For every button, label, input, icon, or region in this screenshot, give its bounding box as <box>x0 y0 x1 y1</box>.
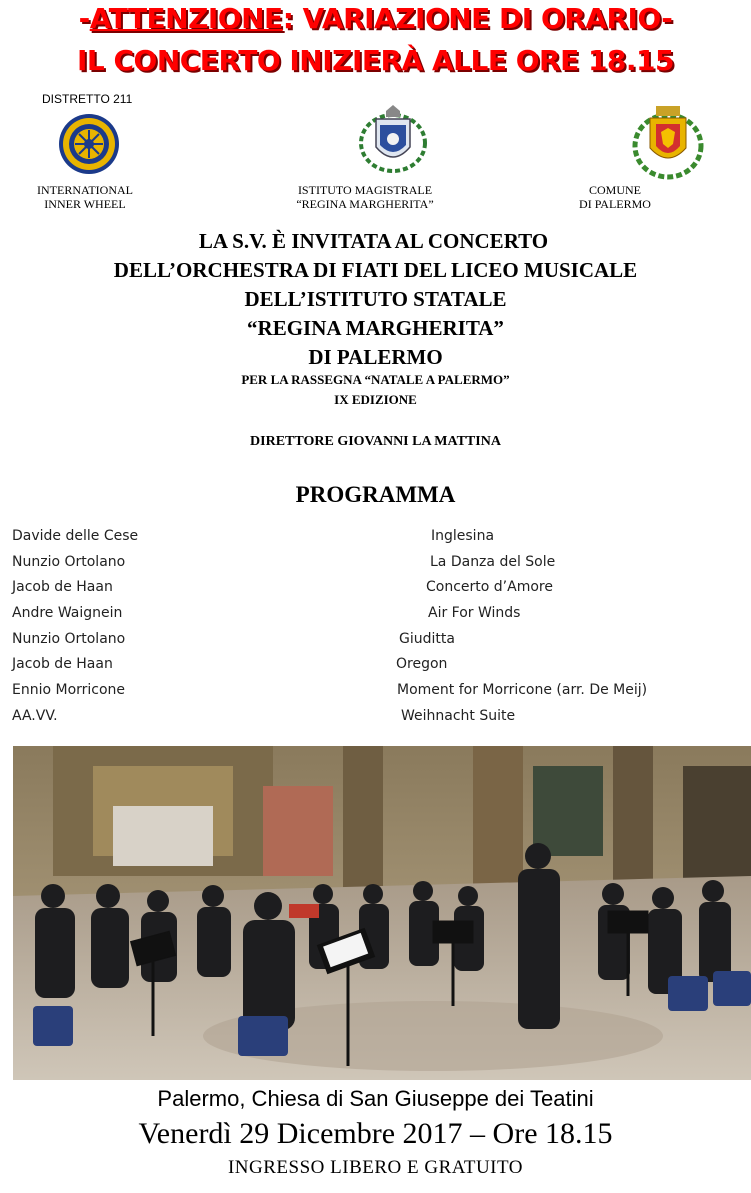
program-item <box>12 528 742 553</box>
headline-prefix: - <box>78 2 90 35</box>
date-line: Venerdì 29 Dicembre 2017 – Ore 18.15 <box>138 1117 613 1150</box>
edition-line: IX EDIZIONE <box>334 392 417 407</box>
program-composer: Andre Waignein <box>12 605 123 621</box>
center-logo-caption-line-2: “REGINA MARGHERITA” <box>296 197 434 211</box>
program-composer: Jacob de Haan <box>12 579 113 595</box>
orchestra-photo <box>13 746 751 1080</box>
headline-line-2: IL CONCERTO INIZIERÀ ALLE ORE 18.15 <box>76 44 675 77</box>
program-item <box>12 656 742 681</box>
program-piece: Oregon <box>396 656 448 672</box>
program-piece: Moment for Morricone (arr. De Meij) <box>397 682 648 698</box>
headline-rest: : VARIAZIONE DI ORARIO- <box>282 2 673 35</box>
left-logo-caption-line-1: INTERNATIONAL <box>37 183 133 197</box>
program-piece: La Danza del Sole <box>430 554 556 570</box>
program-composer: Ennio Morricone <box>12 682 126 698</box>
program-composer: Nunzio Ortolano <box>12 554 126 570</box>
program-composer: Davide delle Cese <box>12 528 139 544</box>
invitation-block <box>0 227 751 372</box>
program-piece: Inglesina <box>431 528 495 544</box>
program-composer: Jacob de Haan <box>12 656 113 672</box>
right-logo-caption-line-1: COMUNE <box>588 183 641 197</box>
director-line: DIRETTORE GIOVANNI LA MATTINA <box>250 434 501 449</box>
center-logo-caption <box>285 183 445 211</box>
program-piece: Giuditta <box>399 631 455 647</box>
inner-wheel-emblem-icon <box>58 113 120 175</box>
program-item <box>12 682 742 707</box>
program-item <box>12 605 742 630</box>
right-logo-caption-line-2: DI PALERMO <box>579 197 651 211</box>
invitation-line: LA S.V. È INVITATA AL CONCERTO <box>198 229 549 253</box>
programma-title: PROGRAMMA <box>295 482 456 507</box>
school-crest-icon <box>358 103 428 175</box>
rassegna-line: PER LA RASSEGNA “NATALE A PALERMO” <box>241 372 510 387</box>
venue-line: Palermo, Chiesa di San Giuseppe dei Teatini <box>157 1086 594 1111</box>
left-logo-caption-line-2: INNER WHEEL <box>44 197 126 211</box>
invitation-line: DI PALERMO <box>308 345 443 369</box>
program-item <box>12 554 742 579</box>
program-item <box>12 708 742 733</box>
program-composer: Nunzio Ortolano <box>12 631 126 647</box>
program-piece: Concerto d’Amore <box>426 579 553 595</box>
palermo-coat-of-arms-icon <box>630 100 706 182</box>
district-label: DISTRETTO 211 <box>42 92 133 106</box>
headline-attention: ATTENZIONE <box>89 2 283 35</box>
entry-line: INGRESSO LIBERO E GRATUITO <box>227 1157 523 1178</box>
left-logo-caption <box>20 183 150 211</box>
invitation-line: “REGINA MARGHERITA” <box>247 316 504 340</box>
program-item <box>12 631 742 656</box>
program-piece: Weihnacht Suite <box>401 708 516 724</box>
headline-line-1 <box>0 2 751 35</box>
program-item <box>12 579 742 604</box>
invitation-line: DELL’ORCHESTRA DI FIATI DEL LICEO MUSICALE <box>113 258 638 282</box>
program-composer: AA.VV. <box>12 708 58 724</box>
center-logo-caption-line-1: ISTITUTO MAGISTRALE <box>297 183 433 197</box>
right-logo-caption <box>550 183 680 211</box>
program-piece: Air For Winds <box>428 605 521 621</box>
invitation-line: DELL’ISTITUTO STATALE <box>244 287 507 311</box>
